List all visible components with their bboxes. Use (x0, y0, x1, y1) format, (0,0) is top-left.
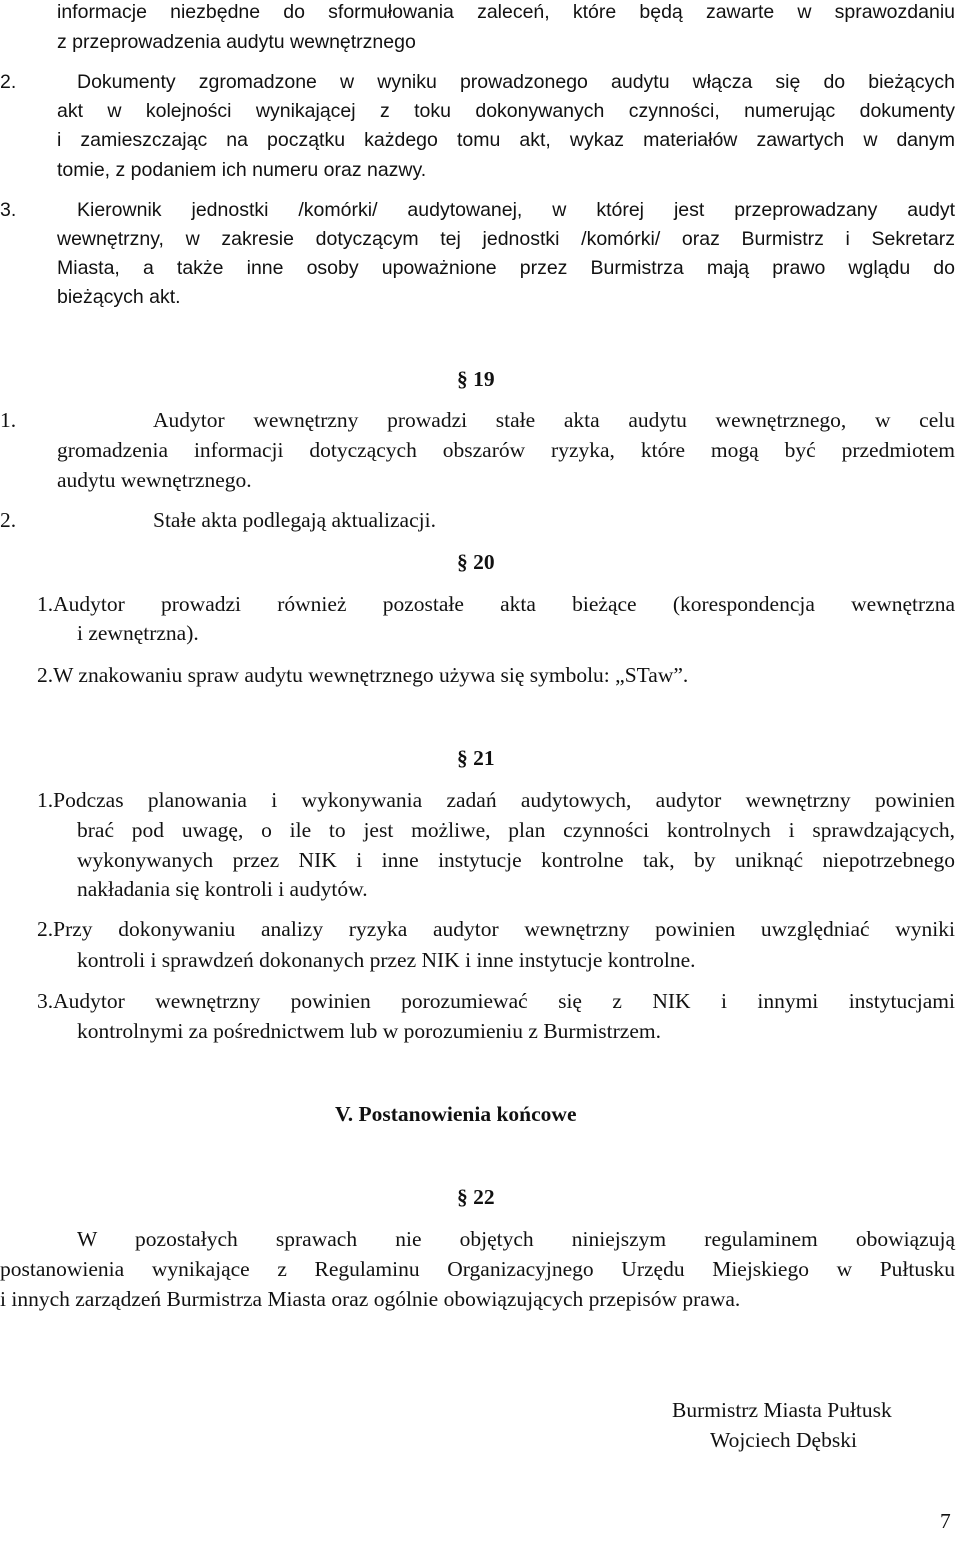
paragraph-line: 1.Podczas planowania i wykonywania zadań audytowych, audytor wewnętrzny powinien (37, 788, 955, 812)
paragraph-line: 2.W znakowaniu spraw audytu wewnętrznego używa się symbolu: „STaw”. (37, 663, 689, 687)
paragraph-line: Stałe akta podlegają aktualizacji. (153, 508, 436, 532)
paragraph-line: postanowienia wynikające z Regulaminu Organizacyjnego Urzędu Miejskiego w Pułtusku (0, 1257, 955, 1281)
paragraph-line: i innych zarządzeń Burmistrza Miasta oraz ogólnie obowiązujących przepisów prawa. (0, 1287, 741, 1311)
paragraph-line: akt w kolejności wynikającej z toku dokonywanych czynności, numerując dokumenty (57, 100, 955, 122)
paragraph-line: tomie, z podaniem ich numeru oraz nazwy. (57, 159, 427, 181)
paragraph-line: kontroli i sprawdzeń dokonanych przez NIK i inne instytucje kontrolne. (77, 948, 696, 972)
paragraph-line: audytu wewnętrznego. (57, 468, 252, 492)
paragraph-line: bieżących akt. (57, 286, 181, 308)
paragraph-line: Dokumenty zgromadzone w wyniku prowadzonego audytu włącza się do bieżących (77, 71, 955, 93)
paragraph-line: 1.Audytor prowadzi również pozostałe akta bieżące (korespondencja wewnętrzna (37, 592, 955, 616)
paragraph-line: Audytor wewnętrzny prowadzi stałe akta audytu wewnętrznego, w celu (153, 408, 955, 432)
section-heading: § 19 (457, 367, 495, 391)
list-number: 1. (0, 408, 17, 432)
paragraph-line: brać pod uwagę, o ile to jest możliwe, plan czynności kontrolnych i sprawdzających, (77, 818, 955, 842)
paragraph-line: z przeprowadzenia audytu wewnętrznego (57, 31, 416, 53)
section-heading: § 22 (457, 1185, 495, 1209)
paragraph-line: i zewnętrzna). (77, 621, 199, 645)
paragraph-line: gromadzenia informacji dotyczących obszarów ryzyka, które mogą być przedmiotem (57, 438, 955, 462)
paragraph-line: 2.Przy dokonywaniu analizy ryzyka audytor wewnętrzny powinien uwzględniać wyniki (37, 917, 955, 941)
paragraph-line: informacje niezbędne do sformułowania zaleceń, które będą zawarte w sprawozdaniu (57, 1, 955, 23)
paragraph-line: Kierownik jednostki /komórki/ audytowanej, w której jest przeprowadzany audyt (77, 199, 955, 221)
paragraph-line: i zamieszczając na początku każdego tomu akt, wykaz materiałów zawartych w danym (57, 129, 955, 151)
paragraph-line: nakładania się kontroli i audytów. (77, 877, 368, 901)
paragraph-line: wykonywanych przez NIK i inne instytucje kontrolne tak, by uniknąć niepotrzebnego (77, 848, 955, 872)
chapter-heading: V. Postanowienia końcowe (335, 1102, 577, 1126)
list-number: 2. (0, 508, 17, 532)
paragraph-line: W pozostałych sprawach nie objętych niniejszym regulaminem obowiązują (77, 1227, 955, 1251)
signature-title: Burmistrz Miasta Pułtusk (672, 1398, 892, 1422)
page-number: 7 (940, 1509, 951, 1533)
paragraph-line: wewnętrzny, w zakresie dotyczącym tej jednostki /komórki/ oraz Burmistrz i Sekretarz (57, 228, 955, 250)
list-number: 2. (0, 71, 17, 93)
section-heading: § 21 (457, 746, 495, 770)
paragraph-line: Miasta, a także inne osoby upoważnione przez Burmistrza mają prawo wglądu do (57, 257, 955, 279)
paragraph-line: kontrolnymi za pośrednictwem lub w porozumieniu z Burmistrzem. (77, 1019, 661, 1043)
section-heading: § 20 (457, 550, 495, 574)
paragraph-line: 3.Audytor wewnętrzny powinien porozumiewać się z NIK i innymi instytucjami (37, 989, 955, 1013)
list-number: 3. (0, 199, 17, 221)
signature-name: Wojciech Dębski (710, 1428, 857, 1452)
